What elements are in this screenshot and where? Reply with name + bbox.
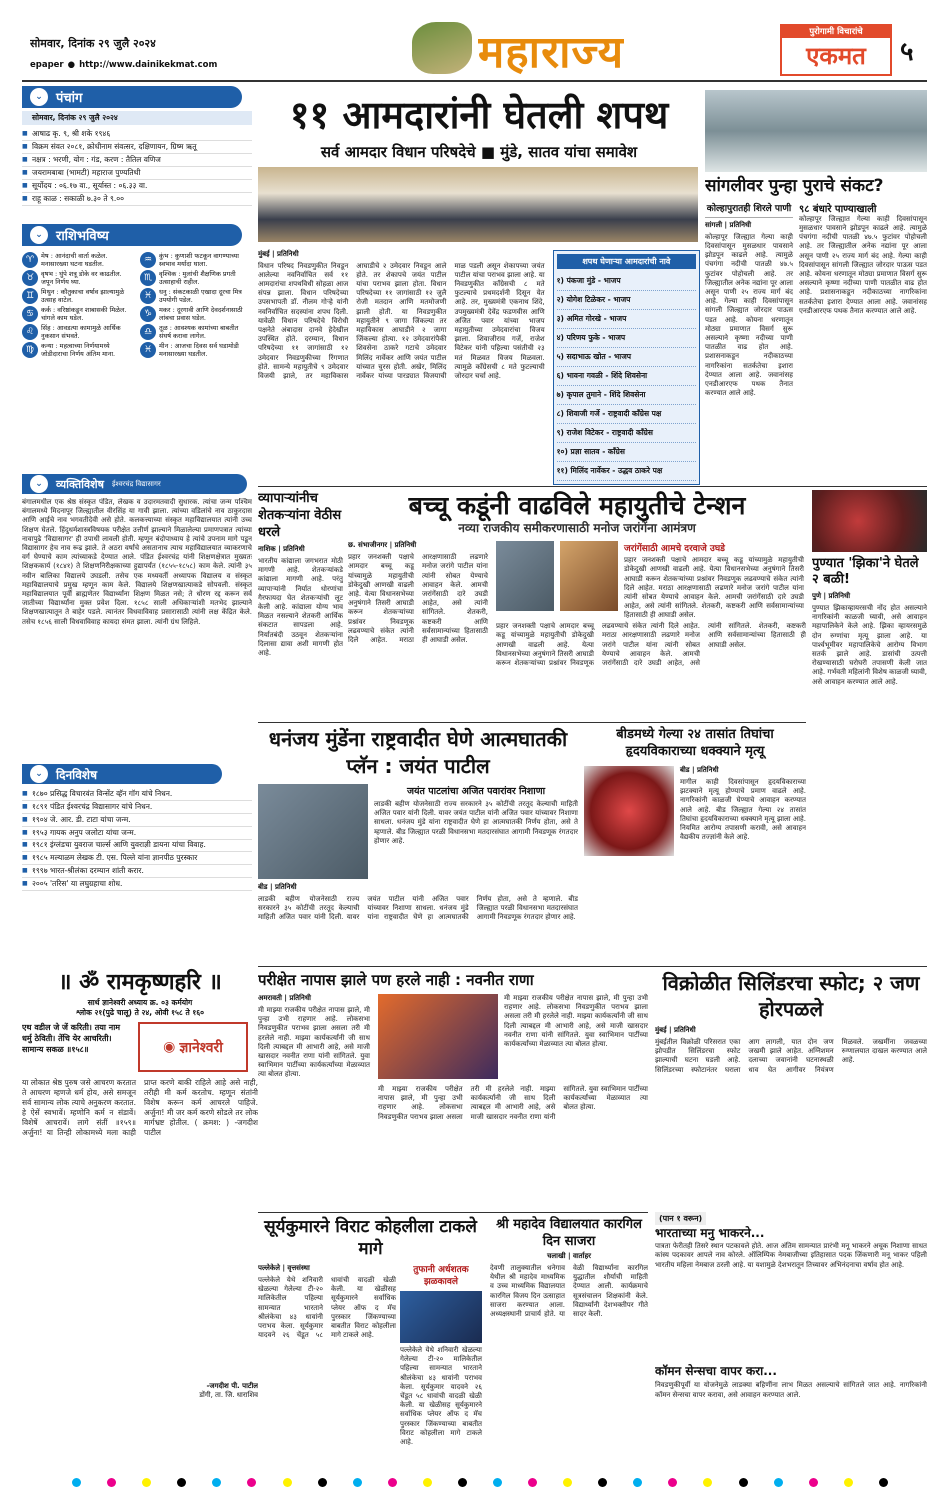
sangli-body: कोल्हापूर जिल्ह्यात गेल्या काही दिवसांपासून मुसळधार पावसाने झोडपून काढले आहे. त्यामुळे पंचगंगा नदीची पातळी ४७.५ फुटांवर पोहोचली आहे. तर जिल्ह्यातील अनेक नद्यांना पूर आला असून पाणी २५ राज्य मार्ग बंद आहे. गेल्या काही दिवसांपासून सांगली जिल्ह्यात जोरदार पाऊस पडत आहे. कोयना धरणातून मोठ्या प्रमाणात विसर्ग सुरू असल्याने कृष्णा नदीच्या पाणी पातळीत वाढ होत आहे. प्रशासनाकडून नदीकाठच्या नागरिकांना सतर्कतेचा इशारा देण्यात आला आहे. जवानांसह एनडीआरएफ पथक तैनात करण्यात आले आहे. [705, 232, 793, 398]
zodiac-icon: ♍ [22, 342, 38, 358]
dinvishesh-title: दिनविशेष [56, 767, 98, 782]
surya-byline: पल्लेकेले | वृत्तसंस्था [258, 1264, 310, 1272]
rashi-text: वृश्चिक : मुलांची शैक्षणिक प्रगती उत्साहाची राहील. [159, 270, 236, 286]
author: -जगदीश पी. पाटील [206, 1382, 258, 1390]
zika-byline: पुणे | प्रतिनिधी [812, 592, 851, 600]
rashi-text: कन्या : महत्वाच्या निर्णयामध्ये जोडीदाराचा निर्णय अंतिम माना. [41, 342, 116, 358]
bacchu-sub-body: प्रहार जनशक्ती पक्षाचे आमदार बच्चू कडू यांच्यामुळे महायुतीची डोकेदुखी आणखी वाढली आहे. येत्या विधानसभेच्या अनुषंगाने तिसरी आघाडी करून शेतकऱ्यांच्या प्रश्नांवर निवडणूक लढवण्याचे संकेत त्यांनी दिले आहेत. मराठा आरक्षणासाठी लढणारे मनोज जरांगे पाटील यांना त्यांनी सोबत येण्याचे आवाहन केले. आमची जरांगेंसाठी दारे उघडी आहेत, असे त्यांनी सांगितले. शेतकरी, कष्टकरी आणि सर्वसामान्यांच्या हितासाठी ही आघाडी असेल. [624, 556, 804, 620]
sangli-story [705, 90, 927, 485]
epaper-label: epaper [30, 60, 64, 70]
zika-body: पुण्यात झिकाव्हायरसची नोंद होत असल्याने नागरिकांनी काळजी घ्यावी, असे आवाहन महापालिकेने केले आहे. झिका व्हायरसमुळे दोन रुग्णांचा मृत्यू झाला आहे. या पार्श्वभूमीवर महापालिकेचे आरोग्य विभाग सतर्क झाले आहे. डासांची उत्पत्ती रोखण्यासाठी घरोघरी तपासणी केली जात आहे. गर्भवती महिलांनी विशेष काळजी घ्यावी, असे आवाहन करण्यात आले आहे. [812, 604, 927, 686]
masthead-date: सोमवार, दिनांक २९ जुलै २०२४ [30, 37, 156, 50]
list-item: ■ सूर्योदय : ०६.१७ वा., सूर्यास्त : ०६.३३ वा. [22, 180, 252, 193]
masthead-rule [22, 80, 927, 82]
lead-byline: मुंबई | प्रतिनिधी [258, 249, 299, 258]
divider [258, 966, 927, 967]
paper-name: एकमत [806, 42, 866, 70]
navneet-photo [378, 994, 498, 1079]
rashi-item [22, 252, 134, 268]
zodiac-icon: ♈ [22, 252, 38, 268]
left-column [22, 86, 252, 961]
list-item: ■ विक्रम संवत २०८१, क्रोधीनाम संवत्सर, दक्षिणायन, ग्रिष्म ऋतू [22, 141, 252, 154]
zodiac-icon: ♓ [140, 342, 156, 358]
panchang-title: पंचांग [56, 91, 83, 106]
mahadev-story [490, 1216, 648, 1461]
list-item: ■ नक्षत्र : भरणी, योग : गंड, करण : तैतिल वणिज [22, 154, 252, 167]
ramkrishna-sub1: सार्थ ज्ञानेश्वरी अध्याय क्र. ०३ कर्मयोग [87, 998, 193, 1007]
masthead [0, 0, 945, 90]
globe-icon: ● [67, 60, 76, 70]
sangli-headline: सांगलीवर पुन्हा पुराचे संकट? [705, 176, 884, 196]
bacchu-headline: बच्चू कडूंनी वाढविले महायुतीचे टेन्शन [408, 491, 746, 520]
flood-photo [705, 90, 927, 172]
rashi-text: मीन : आजचा दिवस सर्व घडामोडी मनासारख्या घडतील. [159, 342, 239, 358]
rashi-item [22, 306, 134, 322]
mahadev-body: देवणी तालुक्यातील धनेगाव येथील श्री महादेव माध्यमिक व उच्च माध्यमिक विद्यालयात कारगिल विजय दिन उत्साहात साजरा करण्यात आला. अध्यक्षस्थानी प्राचार्य होते. या वेळी विद्यार्थ्यांना कारगिल युद्धातील शौर्याची माहिती देण्यात आली. कार्यक्रमाचे सूत्रसंचालन शिक्षकांनी केले. विद्यार्थ्यांनी देशभक्तीपर गीते सादर केली. [490, 1264, 648, 1319]
list-item: ■ १९८५ मल्याळम लेखक टी. एस. पिल्ले यांना ज्ञानपीठ पुरस्कार [22, 852, 252, 865]
bharat-body: पात्रता फेरीतही तिसरे स्थान पटकावले होते. आज अंतिम सामन्यात प्रारंभी मनू भाकरने अचूक निशाणा साधत कांस्य पदकावर आपले नाव कोरले. ऑलिम्पिक नेमबाजीच्या इतिहासात पदक जिंकणारी मनू भाकर पहिली भारतीय महिला नेमबाज ठरली आहे. या यशामुळे देशभरातून तिच्यावर अभिनंदनाचा वर्षाव होत आहे. [655, 1242, 927, 1269]
sangli-byline: सांगली | प्रतिनिधी [705, 220, 752, 229]
rashi-title: राशिभविष्य [56, 229, 109, 244]
vyapari-story [258, 490, 343, 720]
author-loc: डोंगी, ता. जि. धाराशिव [199, 1391, 258, 1399]
list-item: ■ १९८१ इंग्लंडचा युवराज चार्ल्स आणि युवराज्ञी डायना यांचा विवाह. [22, 840, 252, 852]
chevron-down-icon: ⌄ [30, 226, 48, 244]
vyakti-section [22, 474, 252, 764]
rashi-header [22, 224, 242, 246]
rashi-text: वृषभ : घुंपे शत्रू डोके वर काढतील. जपून निर्णय घ्या. [41, 270, 122, 286]
vyakti-title: व्यक्तिविशेष [56, 477, 104, 491]
bacchu-deck: नव्या राजकीय समीकरणासाठी मनोज जरांगेंना आमंत्रण [458, 521, 696, 535]
bharat-sub: कॉमन सेन्सचा वापर करा... [655, 1364, 777, 1379]
ramkrishna-title: ॥ ॐ रामकृष्णहरि ॥ [58, 970, 222, 995]
surya-body: पल्लेकेले येथे शनिवारी खेळल्या गेलेल्या टी-२० मालिकेतील पहिल्या सामन्यात भारताने श्रीलंकेचा ४३ धावांनी पराभव केला. सूर्यकुमार यादवने २६ चेंडूत ५८ धावांची वादळी खेळी केली. या खेळीसह सूर्यकुमारने सर्वाधिक प्लेयर ऑफ द मॅच पुरस्कार जिंकण्याच्या बाबतीत विराट कोहलीला मागे टाकले आहे. [258, 1276, 396, 1340]
dhananjay-headline: धनंजय मुंडेंना राष्ट्रवादीत घेणे आत्मघातकी प्लॅन : जयंत पाटील [268, 727, 568, 778]
sangli-bold: ९८ बंधारे पाण्याखाली [799, 203, 877, 215]
list-item: ८) शिवाजी गर्जे - राष्ट्रवादी काँग्रेस पक्ष [557, 405, 696, 424]
vikhroli-story [655, 970, 927, 1200]
list-item: ९) राजेश विटेकर - राष्ट्रवादी काँग्रेस [557, 424, 696, 443]
sangli-body-2: कोल्हापूर जिल्ह्यात गेल्या काही दिवसांपासून मुसळधार पावसाने झोडपून काढले आहे. त्यामुळे पंचगंगा नदीची पातळी ४७.५ फुटांवर पोहोचली आहे. तर जिल्ह्यातील अनेक नद्यांना पूर आला असून पाणी २५ राज्य मार्ग बंद आहे. गेल्या काही दिवसांपासून सांगली जिल्ह्यात जोरदार पाऊस पडत आहे. कोयना धरणातून मोठ्या प्रमाणात विसर्ग सुरू असल्याने कृष्णा नदीच्या पाणी पातळीत वाढ होत आहे. प्रशासनाकडून नदीकाठच्या नागरिकांना सतर्कतेचा इशारा देण्यात आला आहे. जवानांसह एनडीआरएफ पथक तैनात करण्यात आले आहे. [799, 214, 927, 315]
shapath-box [553, 250, 700, 485]
section-title: महाराज्य [478, 27, 625, 78]
epaper-line[interactable] [30, 60, 217, 70]
mosquito-photo [812, 490, 927, 552]
paper-logo [780, 24, 892, 76]
beed-byline: बीड | प्रतिनिधी [680, 766, 719, 774]
vyakti-header [22, 474, 247, 494]
rashi-item [140, 324, 252, 340]
zodiac-icon: ♑ [140, 306, 156, 322]
bharat-body-2: निवडणुकीपूर्वी या योजनेमुळे लाडक्या बहिणींना लाभ मिळत असल्याचे सांगितले जात आहे. नागरिकांनी कॉमन सेन्सचा वापर करावा, असे आवाहन करण्यात आले. [655, 1381, 927, 1399]
list-item: १०) प्रज्ञा सातव - काँग्रेस [557, 443, 696, 462]
lead-photo [258, 167, 698, 242]
rashi-text: मेष : आनंदाची वार्ता कळेल. मनासारख्या घटना घडतील. [41, 252, 108, 268]
zodiac-icon: ♏ [140, 270, 156, 286]
zodiac-icon: ♓ [140, 288, 156, 304]
rashi-text: धनु : संकटकाळी एखादा दूरचा मित्र उपयोगी पडेल. [159, 288, 242, 304]
shapath-list [557, 272, 696, 481]
list-item: ■ १८९१ पंडित ईश्वरचंद्र विद्यासागर यांचे निधन. [22, 801, 252, 814]
zika-headline: पुण्यात 'झिका'ने घेतले २ बळी! [812, 556, 919, 587]
navneet-body-3: मी माझ्या राजकीय परीक्षेत नापास झाले, मी पुन्हा उभी राहणार आहे. लोकसभा निवडणुकीत पराभव झाला असला तरी मी हरलेले नाही. माझ्या कार्यकर्त्यांनी जी साथ दिली त्याबद्दल मी आभारी आहे, असे माजी खासदार नवनीत राणा यांनी सांगितले. युवा स्वाभिमान पार्टीच्या कार्यकर्त्यांच्या मेळाव्यात त्या बोलत होत्या. [378, 1085, 648, 1121]
rashi-text: तूळ : आवश्यक कामांच्या बाबतीत संघर्ष करावा लागेल. [159, 324, 239, 340]
rashi-text: कुंभ : कुणाशी फटकून वागण्याच्या स्वभाव मर्यादा घाला. [159, 252, 239, 268]
rashi-item [140, 306, 252, 322]
beed-body: मागील काही दिवसांपासून हृदयविकाराच्या झटक्याने मृत्यू होण्याचे प्रमाण वाढले आहे. नागरिकांनी काळजी घेण्याचे आवाहन करण्यात आले आहे. बीड जिल्ह्यात गेल्या २४ तासांत तिघांचा हृदयविकाराच्या धक्क्याने मृत्यू झाला आहे. नियमित आरोग्य तपासणी करावी, असे आवाहन वैद्यकीय तज्ज्ञांनी केले आहे. [680, 778, 806, 842]
lead-headline: ११ आमदारांनी घेतली शपथ [289, 92, 669, 137]
vikhroli-byline: मुंबई | प्रतिनिधी [655, 1026, 696, 1034]
navneet-story [258, 970, 648, 1210]
dhananjay-intro: लाडकी बहीण योजनेसाठी राज्य सरकारने ३५ कोटींची तरतूद केल्याची माहिती अजित पवार यांनी दिली. यावर जयंत पाटील यांनी अजित पवार यांच्यावर निशाणा साधला. धनंजय मुंडे यांना राष्ट्रवादीत घेणे हा आत्मघातकी निर्णय होता, असे ते म्हणाले. बीड जिल्ह्यात परळी विधानसभा मतदारसंघात आगामी निवडणूक रंगतदार होणार आहे. [374, 800, 578, 845]
vyapari-headline: व्यापाऱ्यांनीच शेतकऱ्यांना वेठीस धरले [258, 491, 342, 540]
bacchu-byline: छ. संभाजीनगर | प्रतिनिधी [348, 541, 417, 550]
panchang-header [22, 86, 242, 108]
dnyaneshwari-logo [138, 1022, 248, 1072]
rashi-text: सिंह : आवडत्या कामामुळे आर्थिक नुकसान संभवते. [41, 324, 121, 340]
list-item: ■ १९५३ गायक अनुप जलोटा यांचा जन्म. [22, 827, 252, 840]
jayant-patil-photo [258, 784, 368, 879]
shapath-title: शपथ घेणाऱ्या आमदारांची नावे [557, 254, 696, 269]
bacchu-body: प्रहार जनशक्ती पक्षाचे आमदार बच्चू कडू यांच्यामुळे महायुतीची डोकेदुखी आणखी वाढली आहे. येत्या विधानसभेच्या अनुषंगाने तिसरी आघाडी करून शेतकऱ्यांच्या प्रश्नांवर निवडणूक लढवण्याचे संकेत त्यांनी दिले आहेत. मराठा आरक्षणासाठी लढणारे मनोज जरांगे पाटील यांना त्यांनी सोबत येण्याचे आवाहन केले. आमची जरांगेंसाठी दारे उघडी आहेत, असे त्यांनी सांगितले. शेतकरी, कष्टकरी आणि सर्वसामान्यांच्या हितासाठी ही आघाडी असेल. [348, 553, 488, 645]
divider [258, 722, 806, 723]
beed-headline: बीडमध्ये गेल्या २४ तासांत तिघांचा हृदयविकाराच्या धक्क्याने मृत्यू [616, 727, 774, 759]
page-number: ५ [900, 37, 914, 67]
lead-deck: सर्व आमदार विधान परिषदेचे ■ मुंडे, सातव यांचा समावेश [320, 143, 638, 161]
chevron-down-icon: ⌄ [30, 765, 48, 783]
list-item: ■ जयरामबाबा (भामटी) महाराज पुण्यतिथी [22, 167, 252, 180]
list-item: ३) अमित गोरखे - भाजप [557, 310, 696, 329]
zodiac-icon: ♊ [22, 288, 38, 304]
zodiac-icon: ♎ [140, 324, 156, 340]
zodiac-icon: ♋ [22, 306, 38, 322]
logo-text: ज्ञानेश्वरी [179, 1039, 223, 1056]
lead-body: विधान परिषद निवडणुकीत निवडून आलेल्या नवनिर्वाचित सर्व ११ आमदारांचा शपथविधी सोहळा आज संपन्न झाला. विधान परिषदेच्या उपसभापती डॉ. नीलम गोऱ्हे यांनी नवनिर्वाचित सदस्यांना शपथ दिली. यावेळी विधान परिषदेचे विरोधी पक्षनेते अंबादास दानवे हेदेखील उपस्थित होते. दरम्यान, विधान परिषदेच्या ११ जागांसाठी १२ उमेदवार निवडणुकीच्या रिंगणात होते. सामन्ये महायुतीचे ९ उमेदवार विजयी झाले, तर महाविकास आघाडीचे २ उमेदवार निवडून आले होते. तर शेकापचे जयंत पाटील यांचा पराभव झाला होता. विधान परिषदेच्या ११ जागांसाठी १२ जुलै रोजी मतदान आणि मतमोजणी झाली होती. या निवडणुकीत महायुतीने ९ जागा जिंकल्या तर महाविकास आघाडीने २ जागा जिंकल्या होत्या. १२ उमेदवारांपैकी शिवसेना ठाकरे गटाचे उमेदवार मिलिंद नार्वेकर आणि जयंत पाटील यांच्यात चुरस होती. अखेर, मिलिंद नार्वेकर यांच्या पारड्यात विजयाची माळ पडली असून शेकापच्या जयंत पाटील यांचा पराभव झाला आहे. या निवडणुकीत काँग्रेसची ८ मते फुटल्याचे प्रथमदर्शनी दिसून येत आहे. तर, मुख्यमंत्री एकनाथ शिंदे, उपमुख्यमंत्री देवेंद्र फडणवीस आणि अजित पवार यांच्या भाजप महायुतीच्या उमेदवारांचा विजय झाला. शिवाजीराव गर्जे, राजेश विटेकर यांनी पहिल्या पसंतीची २३ मतं मिळवत विजय मिळवला. त्यामुळे काँग्रेसची ८ मते फुटल्याची जोरदार चर्चा आहे. [258, 261, 545, 380]
rashi-text: मिथुन : कौतुकाचा वर्षाव झाल्यामुळे उत्साह वाटेल. [41, 288, 125, 304]
navneet-byline: अमरावती | प्रतिनिधी [258, 994, 311, 1002]
mahadev-byline: चलाखी | वार्ताहर [546, 1252, 592, 1260]
list-item: २) योगेश टिळेकर - भाजप [557, 291, 696, 310]
paper-tagline: पुरोगामी विचारांचे [782, 26, 890, 38]
lead-story [258, 90, 700, 485]
rashi-section [22, 224, 252, 474]
bharat-headline: भारताच्या मनु भाकरने... [655, 1226, 765, 1240]
rashi-text: मकर : दूरगावी आणि देवदर्शनासाठी लांबचा प्रवास घडेल. [159, 306, 243, 322]
rashi-item [22, 288, 134, 304]
maharashtra-map-icon [412, 22, 472, 74]
ramkrishna-section [22, 968, 258, 1448]
divider [258, 486, 927, 487]
verse: एथ वडील जे जें करिती। तया नाम धर्मु ठेविती। तेंचि येर आचरिती। सामान्य सकळ ॥१५८॥ [22, 1023, 121, 1054]
surya-body-2: पल्लेकेले येथे शनिवारी खेळल्या गेलेल्या टी-२० मालिकेतील पहिल्या सामन्यात भारताने श्रीलंकेचा ४३ धावांनी पराभव केला. सूर्यकुमार यादवने २६ चेंडूत ५८ धावांची वादळी खेळी केली. या खेळीसह सूर्यकुमारने सर्वाधिक प्लेयर ऑफ द मॅच पुरस्कार जिंकण्याच्या बाबतीत विराट कोहलीला मागे टाकले आहे. [400, 1346, 482, 1447]
zodiac-icon: ♌ [22, 324, 38, 340]
dinvishesh-section [22, 764, 252, 934]
jarange-photo [560, 541, 618, 611]
location-pin-icon: ◉ [163, 1039, 176, 1055]
navneet-body-2: मी माझ्या राजकीय परीक्षेत नापास झाले, मी पुन्हा उभी राहणार आहे. लोकसभा निवडणुकीत पराभव झाला असला तरी मी हरलेले नाही. माझ्या कार्यकर्त्यांनी जी साथ दिली त्याबद्दल मी आभारी आहे, असे माजी खासदार नवनीत राणा यांनी सांगितले. युवा स्वाभिमान पार्टीच्या कार्यकर्त्यांच्या मेळाव्यात त्या बोलत होत्या. [504, 994, 648, 1049]
list-item: ■ १८७० प्रसिद्ध विचारवंत विन्सेंट व्हॅन गॉग यांचे निधन. [22, 788, 252, 801]
vyapari-byline: नाशिक | प्रतिनिधी [258, 545, 305, 553]
rashi-text: कर्क : वरिष्ठांकडून शाबासकी मिळेल. चांगले काम घडेल. [41, 306, 127, 322]
list-item: ५) सदाभाऊ खोत - भाजप [557, 348, 696, 367]
panchang-date: सोमवार, दिनांक २९ जुलै २०२४ [22, 111, 252, 125]
list-item: ■ राहू काळ : सकाळी ७.३० ते ९.०० [22, 193, 252, 206]
chevron-down-icon: ⌄ [30, 88, 48, 106]
bharat-tag: (पान १ वरून) [655, 1212, 706, 1225]
list-item: ७) कृपाल तुमाने - शिंदे शिवसेना [557, 386, 696, 405]
dinvishesh-header [22, 764, 222, 784]
rashi-grid [22, 252, 252, 358]
dhananjay-body: लाडकी बहीण योजनेसाठी राज्य सरकारने ३५ कोटींची तरतूद केल्याची माहिती अजित पवार यांनी दिली. यावर जयंत पाटील यांनी अजित पवार यांच्यावर निशाणा साधला. धनंजय मुंडे यांना राष्ट्रवादीत घेणे हा आत्मघातकी निर्णय होता, असे ते म्हणाले. बीड जिल्ह्यात परळी विधानसभा मतदारसंघात आगामी निवडणूक रंगतदार होणार आहे. [258, 895, 578, 922]
color-registration-marks [60, 1478, 900, 1492]
bacchu-story [348, 490, 806, 720]
bharat-story [655, 1206, 927, 1461]
navneet-headline: परीक्षेत नापास झाले पण हरले नाही : नवनीत राणा [258, 971, 534, 989]
list-item: ■ २००५ 'तरिस' या लघुग्रहाचा शोध. [22, 878, 252, 891]
mahadev-headline: श्री महादेव विद्यालयात कारगिल दिन साजरा [496, 1217, 642, 1249]
ramkrishna-body: या लोकात श्रेष्ठ पुरुष जसे आचरण करतात ते आचरण म्हणजे धर्म होय, असे समजून सर्व सामान्य लोक त्याचे अनुकरण करतात. हे ऐसें स्वभावें। म्हणोनि कर्म न संडावें। विशेषें आचरावें। लागे संतीं ॥१५९॥ अर्जुना! या तिन्ही लोकामध्ये मला काही प्राप्त करणे बाकी राहिले आहे असे नाही, तरीही मी कर्म करतोच. म्हणून संतांनी विशेष करून कर्म आचरले पाहिजे. अर्जुना! मी जर कर्म करणे सोडले तर लोक मार्गभ्रष्ट होतील. ( क्रमश: ) -जगदीश पाटील [22, 1078, 258, 1137]
vyapari-body: भारतीय कांद्याला जगभरात मोठी मागणी आहे. शेतकऱ्यांकडे कांद्याला मागणी आहे. परंतु व्यापाऱ्यांनी निर्यात धोरणांचा गैरफायदा घेत शेतकऱ्यांची लूट केली आहे. कांद्याला योग्य भाव मिळत नसल्याने शेतकरी आर्थिक संकटात सापडला आहे. निर्यातबंदी उठवून शेतकऱ्यांना दिलासा द्यावा अशी मागणी होत आहे. [258, 557, 343, 658]
beed-story [584, 726, 806, 966]
zodiac-icon: ♒ [140, 252, 156, 268]
rashi-item [22, 270, 134, 286]
dhananjay-story [258, 726, 578, 966]
rashi-item [22, 342, 134, 358]
bacchu-sub: जरांगेंसाठी आमचे दरवाजे उघडे [624, 544, 725, 555]
list-item: ■ १९०४ जे. आर. डी. टाटा यांचा जन्म. [22, 814, 252, 827]
divider [258, 1212, 648, 1213]
vikhroli-body: मुंबईतील विक्रोळी परिसरात एका झोपडीत सिलिंडरचा स्फोट झाल्याची घटना घडली आहे. सिलिंडरच्या स्फोटानंतर घराला आग लागली, यात दोन जण जखमी झाले आहेत. अग्निशमन दलाच्या जवानांनी घटनास्थळी धाव घेत आगीवर नियंत्रण मिळवले. जखमींना जवळच्या रुग्णालयात दाखल करण्यात आले आहे. [655, 1038, 927, 1074]
sangli-kicker: कोल्हापुरातही शिरले पाणी [705, 201, 793, 218]
list-item: ■ आषाढ कृ. ९, श्री शके १९४६ [22, 128, 252, 141]
vyakti-body: बंगालमधील एक श्रेष्ठ संस्कृत पंडित, लेखक व उदारमतवादी सुधारक. त्यांचा जन्म पश्चिम बंगालमध्ये मिदनापूर जिल्ह्यातील वीरसिंह या गावी झाला. त्यांच्या वडिलांचे नाव ठाकुरदास आणि आईचे नाव भगवतीदेवी असे होते. कलकत्त्याच्या संस्कृत महाविद्यालयात त्यांनी उच्च शिक्षण घेतले. हिंदुधर्मशास्त्रविषयक परीक्षेत उत्तीर्ण झाल्याने मिळालेल्या प्रमाणपत्रात त्यांच्या नावापुढे 'विद्यासागर' ही उपाधी लावली होती. म्हणून बंदोपाध्याय हे त्यांचे उपनाम मागे पडून विद्यासागर हेच नाव रूढ झाले. ते अठरा वर्षांचे असतानाच त्याच महाविद्यालयात व्याकरणाचे वर्ग घेण्याचे काम त्यांच्याकडे देण्यात आले. पंडित ईश्वरचंद्र यांनी शिक्षणक्षेत्रात मुख्यतः शिक्षककार्य (१८४१) ते शिक्षणनिरीक्षकाच्या हुद्यापर्यंत (१८५५-१८५८) काम केले. त्यांनी ३५ नवीन बालिका विद्यालये उघडली. तसेच एक मध्यवर्ती अध्यापक विद्यालय व संस्कृत महाविद्यालयाचे प्रमुख म्हणून काम केले. विद्यालये शिक्षणखात्याकडे सोपवली. संस्कृत महाविद्यालयात पूर्वी ब्राह्मणेतर विद्यार्थ्यांना शिक्षण मिळत नसे; ते धोरण रद्द करून सर्व जातीच्या विद्यार्थ्यांना मुक्त प्रवेश दिला. १८५८ साली अधिकाऱ्यांशी मतभेद झाल्याने शिक्षणखात्यातून ते बाहेर पडले. त्यानंतर विधवाविवाह प्रसारासाठी त्यांनी लक्ष केंद्रित केले. तसेच १८५६ साली विधवाविवाह कायदा संमत झाला. त्यांनी ग्रंथ लिहिले. [22, 498, 252, 626]
list-item: ६) भावना गवळी - शिंदे शिवसेना [557, 367, 696, 386]
surya-headline: सूर्यकुमारने विराट कोहलीला टाकले मागे [264, 1217, 477, 1259]
ramkrishna-sub2: श्लोक २१(पुढे चालू) ते २४, ओवी १५८ ते १६० [75, 1008, 205, 1017]
zodiac-icon: ♉ [22, 270, 38, 286]
list-item: ■ १९९७ भारत-श्रीलंका दरम्यान शांती करार. [22, 865, 252, 878]
rashi-item [22, 324, 134, 340]
dhananjay-sub: जयंत पाटलांचा अजित पवारांवर निशाणा [406, 786, 546, 797]
website-link[interactable]: http://www.dainikekmat.com [79, 60, 218, 70]
surya-badge: तुफानी अर्धशतक झळकावले [413, 1265, 469, 1287]
bacchu-body-2: प्रहार जनशक्ती पक्षाचे आमदार बच्चू कडू यांच्यामुळे महायुतीची डोकेदुखी आणखी वाढली आहे. येत्या विधानसभेच्या अनुषंगाने तिसरी आघाडी करून शेतकऱ्यांच्या प्रश्नांवर निवडणूक लढवण्याचे संकेत त्यांनी दिले आहेत. मराठा आरक्षणासाठी लढणारे मनोज जरांगे पाटील यांना त्यांनी सोबत येण्याचे आवाहन केले. आमची जरांगेंसाठी दारे उघडी आहेत, असे त्यांनी सांगितले. शेतकरी, कष्टकरी आणि सर्वसामान्यांच्या हितासाठी ही आघाडी असेल. [496, 622, 806, 667]
dhananjay-byline: बीड | प्रतिनिधी [258, 883, 297, 891]
panchang-section [22, 86, 252, 216]
panchang-list [22, 128, 252, 206]
zika-story [812, 490, 927, 965]
vikhroli-headline: विक्रोळीत सिलिंडरचा स्फोट; २ जण होरपळले [662, 971, 920, 1021]
list-item: ११) मिलिंद नार्वेकर - उद्धव ठाकरे पक्ष [557, 462, 696, 481]
suryakumar-photo [400, 1291, 482, 1343]
vyakti-subtitle: ईश्वरचंद्र विद्यासागर [111, 479, 161, 488]
rashi-item [140, 342, 252, 358]
dinvishesh-list [22, 788, 252, 891]
chevron-down-icon: ⌄ [30, 475, 48, 493]
rashi-item [140, 252, 252, 268]
kadu-photo [496, 541, 554, 611]
rashi-item [140, 270, 252, 286]
rashi-item [140, 288, 252, 304]
list-item: ४) परिणय फुके - भाजप [557, 329, 696, 348]
navneet-body: मी माझ्या राजकीय परीक्षेत नापास झाले, मी पुन्हा उभी राहणार आहे. लोकसभा निवडणुकीत पराभव झाला असला तरी मी हरलेले नाही. माझ्या कार्यकर्त्यांनी जी साथ दिली त्याबद्दल मी आभारी आहे, असे माजी खासदार नवनीत राणा यांनी सांगितले. युवा स्वाभिमान पार्टीच्या कार्यकर्त्यांच्या मेळाव्यात त्या बोलत होत्या. [258, 1006, 370, 1079]
list-item: १) पंकजा मुंडे - भाजप [557, 272, 696, 291]
heart-attack-photo [584, 766, 674, 856]
surya-story [258, 1216, 483, 1461]
